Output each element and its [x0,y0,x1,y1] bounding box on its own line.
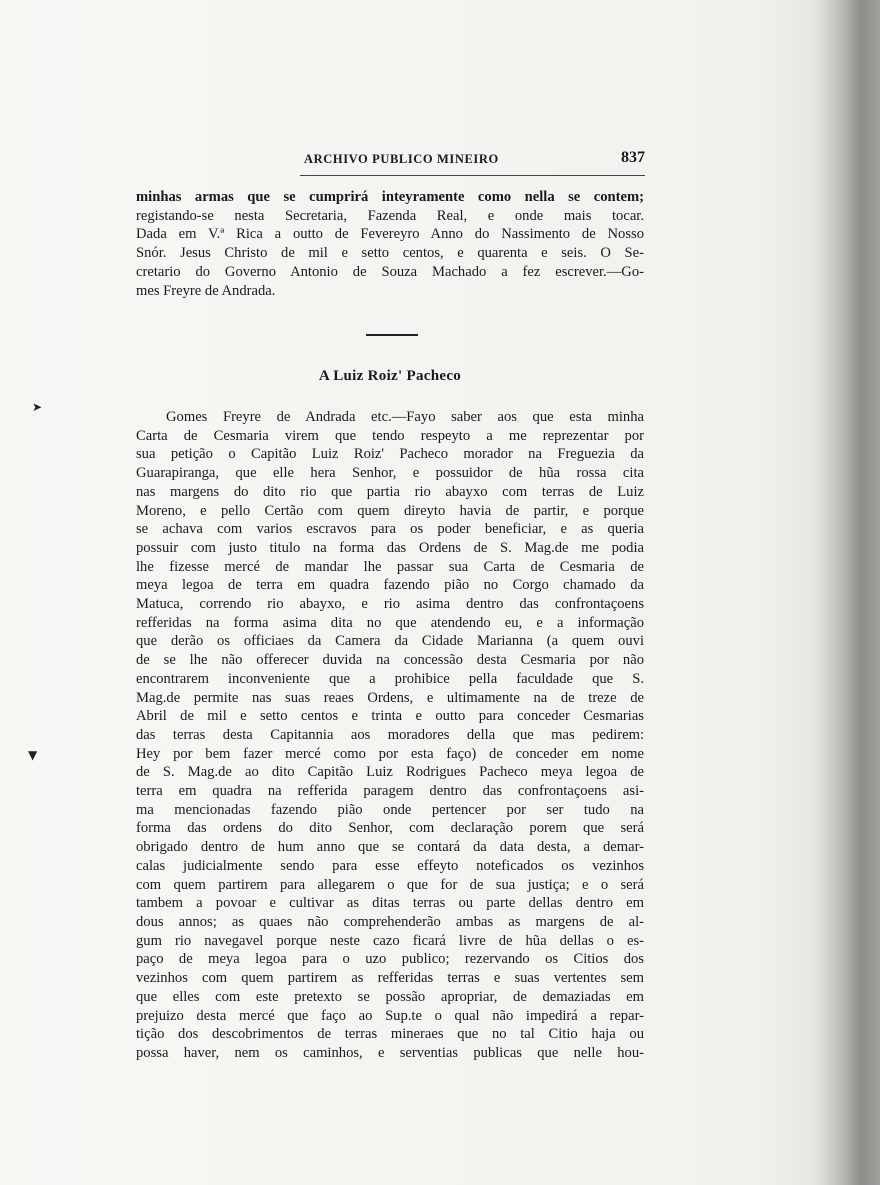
text-line: gum rio navegavel porque neste cazo ficará livre de hũa dellas o es- [136,932,644,949]
text-line: Guarapiranga, que elle hera Senhor, e possuidor de hũa rossa cita [136,465,644,482]
text-line: de S. Mag.de ao dito Capitão Luiz Rodrigues Pacheco meya legoa de [136,764,644,781]
text-line: calas judicialmente sendo para esse effeyto noteficados os vezinhos [136,857,644,874]
text-line: prejuizo desta mercé que faço ao Sup.te o qual não impedirá a repar- [136,1007,644,1024]
text-line: forma das ordens do dito Senhor, com declaração porem que será [136,820,644,837]
text-line: possuir com justo titulo na forma das Ordens de S. Mag.de me podia [136,539,644,556]
text-line: meya legoa de terra em quadra fazendo pião no Corgo chamado da [136,577,644,594]
text-line: tambem a povoar e cultivar as ditas terras ou parte dellas dentro em [136,895,644,912]
section-title: A Luiz Roiz' Pacheco [318,368,462,384]
text-line: Mag.de permite nas suas reaes Ordens, e ultimamente na de treze de [136,689,644,706]
book-gutter-shadow [818,0,880,1185]
text-line: Carta de Cesmaria virem que tendo respeyto a me reprezentar por [136,427,644,444]
text-line: Dada em V.ª Rica a outto de Fevereyro Anno do Nassimento de Nosso [136,226,644,243]
text-line: possa haver, nem os caminhos, e serventias publicas que nelle hou- [136,1044,644,1061]
text-line: tição dos descobrimentos de terras mineraes que no tal Citio haja ou [136,1026,644,1043]
text-line: refferidas na forma asima dita no que atendendo eu, e a informação [136,614,644,631]
text-line: mes Freyre de Andrada. [136,282,276,299]
text-line: paço de meya legoa para o uzo publico; rezervando os Citios dos [136,951,644,968]
text-line: que elles com este pretexto se possão apropriar, de demaziadas em [136,988,644,1005]
text-line: cretario do Governo Antonio de Souza Machado a fez escrever.—Go- [136,263,644,280]
text-line: com quem partirem para allegarem o que for de sua justiça; e o será [136,876,644,893]
text-line: encontrarem inconveniente que a prohibice pella faculdade que S. [136,670,644,687]
text-line: lhe fizesse mercé de mandar lhe passar sua Carta de Cesmaria de [136,558,644,575]
text-line: Snór. Jesus Christo de mil e setto centos, e quarenta e seis. O Se- [136,245,644,262]
text-line: terra em quadra na refferida paragem dentro das confrontaçoens asi- [136,783,644,800]
text-line: sua petição o Capitão Luiz Roiz' Pacheco morador na Freguezia da [136,446,644,463]
text-line: obrigado dentro de hum anno que se contará da data desta, a demar- [136,839,644,856]
text-line: que derão os officiaes da Camera da Cidade Marianna (a quem ouvi [136,633,644,650]
text-line: Moreno, e pello Certão com quem direyto havia de partir, e porque [136,502,644,519]
page-number: 837 [621,149,645,166]
text-line: das terras desta Capitannia aos moradores della que mas pedirem: [136,726,644,743]
text-line: nas margens do dito rio que partia rio abayxo com terras de Luiz [136,483,644,500]
margin-mark-arrow-icon: ➤ [32,400,43,414]
text-line: Hey por bem fazer mercé como por esta faço) de conceder em nome [136,745,644,762]
section-separator [366,334,418,336]
margin-mark-triangle-icon: ▼ [28,748,38,762]
text-line: minhas armas que se cumprirá inteyramente como nella se contem; [136,189,644,205]
text-line: Matuca, correndo rio abayxo, e rio asima dentro das confrontaçoens [136,596,644,613]
text-line: se achava com varios escravos para os poder beneficiar, e as queria [136,521,644,538]
intro-paragraph [136,188,644,300]
text-line: Gomes Freyre de Andrada etc.—Fayo saber aos que esta minha [166,409,644,425]
header-title: ARCHIVO PUBLICO MINEIRO [304,152,499,166]
text-line: ma mencionadas fazendo pião onde pertencer por ser tudo na [136,801,644,818]
text-line: de se lhe não offerecer duvida na concessão desta Cesmaria por não [136,652,644,669]
running-header [300,149,645,172]
main-paragraph [136,408,644,1063]
text-line: registando-se nesta Secretaria, Fazenda Real, e onde mais tocar. [136,207,644,224]
header-rule [300,175,645,176]
text-line: dous annos; as quaes não comprehenderão ambas as margens de al- [136,913,644,930]
text-line: vezinhos com quem partirem as refferidas terras e suas vertentes sem [136,970,644,987]
text-line: Abril de mil e setto centos e trinta e outto para conceder Cesmarias [136,708,644,725]
